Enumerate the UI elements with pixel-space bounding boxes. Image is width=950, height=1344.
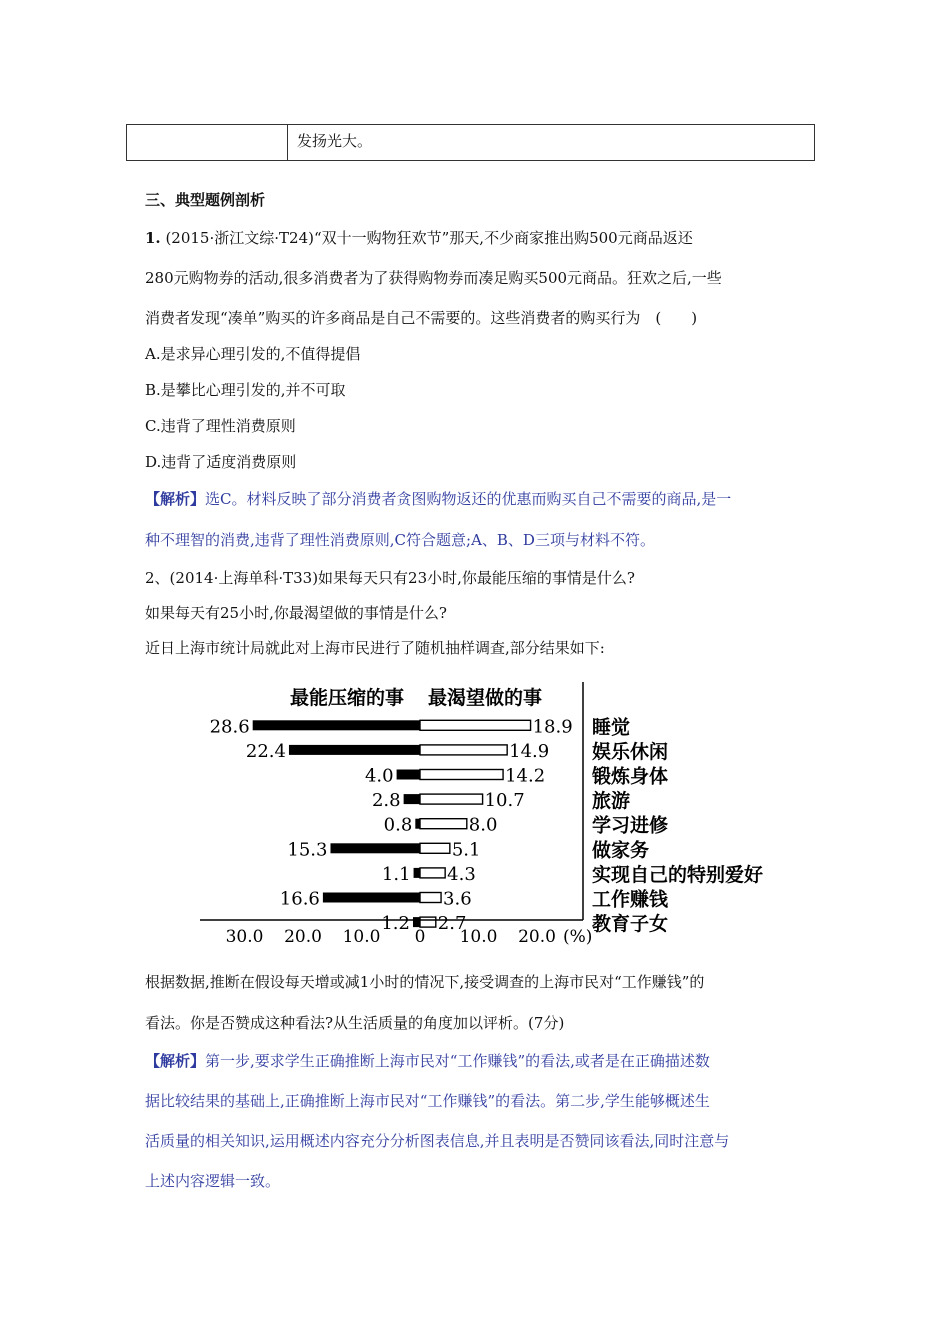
value-label-compress: 2.8 [371, 790, 401, 812]
q2-line2: 如果每天有25小时,你最渴望做的事情是什么? [145, 604, 447, 622]
bar-compress [330, 843, 420, 853]
bar-compress [413, 917, 420, 927]
survey-chart [195, 680, 795, 950]
table-cell-left [127, 125, 288, 160]
value-label-compress: 1.1 [381, 863, 411, 885]
bar-desire [420, 770, 503, 780]
q1-option-a: A.是求异心理引发的,不值得提倡 [145, 345, 361, 363]
category-label: 学习进修 [592, 814, 669, 837]
value-label-compress: 1.2 [381, 913, 410, 935]
value-label-compress: 15.3 [287, 839, 328, 861]
bar-compress [289, 745, 420, 755]
q1-analysis-line1 [145, 489, 731, 509]
q2-analysis-line3: 活质量的相关知识,运用概述内容充分分析图表信息,并且表明是否赞同该看法,同时注意与 [145, 1132, 730, 1150]
series-right-title: 最渴望做的事 [428, 687, 543, 709]
q2-line3: 近日上海市统计局就此对上海市民进行了随机抽样调查,部分结果如下: [145, 639, 605, 657]
value-label-desire: 3.6 [443, 888, 472, 910]
value-label-desire: 14.2 [505, 765, 546, 787]
x-tick-label: 30.0 [225, 927, 264, 947]
value-label-desire: 8.0 [468, 814, 498, 836]
q1-option-d: D.违背了适度消费原则 [145, 453, 297, 471]
value-label-compress: 0.8 [383, 814, 413, 836]
q1-analysis-tag: 【解析】 [145, 490, 206, 508]
bar-desire [420, 868, 445, 878]
bar-desire [420, 893, 441, 903]
top-table [126, 124, 815, 161]
bar-compress [253, 720, 420, 730]
x-tick-label: 10.0 [459, 927, 498, 947]
q1-text-1: (2015·浙江文综·T24)“双十一购物狂欢节”那天,不少商家推出购500元商品返还 [165, 229, 693, 247]
category-label: 锻炼身体 [592, 765, 669, 788]
bar-compress [323, 893, 420, 903]
category-label: 教育子女 [592, 913, 669, 936]
q1-analysis-line2: 种不理智的消费,违背了理性消费原则,C符合题意;A、B、D三项与材料不符。 [145, 531, 655, 549]
value-label-desire: 10.7 [484, 790, 525, 812]
category-label: 实现自己的特别爱好 [592, 863, 764, 886]
x-tick-label: 20.0 [284, 927, 322, 947]
bar-desire [420, 917, 436, 927]
bar-desire [420, 745, 507, 755]
series-left-title: 最能压缩的事 [290, 687, 405, 709]
value-label-compress: 22.4 [245, 740, 286, 762]
x-tick-label: 10.0 [342, 927, 381, 947]
unit-label: (%) [563, 927, 593, 947]
q2-analysis-line1 [145, 1051, 710, 1071]
bar-compress [414, 868, 420, 878]
q2-line1: 2、(2014·上海单科·T33)如果每天只有23小时,你最能压缩的事情是什么? [145, 569, 635, 587]
value-label-compress: 4.0 [364, 765, 394, 787]
value-label-desire: 2.7 [437, 913, 467, 935]
q2-analysis-tag: 【解析】 [145, 1052, 206, 1070]
q1-option-c: C.违背了理性消费原则 [145, 417, 296, 435]
q2-after-line2: 看法。你是否赞成这种看法?从生活质量的角度加以评析。(7分) [145, 1014, 565, 1032]
q1-line2: 280元购物券的活动,很多消费者为了获得购物券而凑足购买500元商品。狂欢之后,一些 [145, 269, 722, 287]
value-label-desire: 18.9 [532, 716, 573, 738]
q2-analysis-line4: 上述内容逻辑一致。 [145, 1172, 281, 1190]
q1-option-b: B.是攀比心理引发的,并不可取 [145, 381, 346, 399]
bar-compress [404, 794, 420, 804]
bar-compress [415, 819, 420, 829]
q2-analysis-line2: 据比较结果的基础上,正确推断上海市民对“工作赚钱”的看法。第二步,学生能够概述生 [145, 1092, 710, 1110]
bar-desire [420, 720, 531, 730]
q1-line1 [145, 228, 693, 248]
q1-analysis-text: 选C。材料反映了部分消费者贪图购物返还的优惠而购买自己不需要的商品,是一 [205, 490, 732, 508]
x-tick-label: 20.0 [518, 927, 556, 947]
bar-desire [420, 819, 467, 829]
bar-desire [420, 794, 483, 804]
value-label-compress: 28.6 [209, 716, 250, 738]
category-label: 娱乐休闲 [592, 740, 669, 763]
value-label-desire: 4.3 [447, 863, 476, 885]
value-label-desire: 14.9 [509, 740, 550, 762]
q2-analysis-text: 第一步,要求学生正确推断上海市民对“工作赚钱”的看法,或者是在正确描述数 [205, 1052, 710, 1070]
q1-line3: 消费者发现“凑单”购买的许多商品是自己不需要的。这些消费者的购买行为 ( ) [145, 309, 698, 327]
bar-compress [397, 770, 420, 780]
q1-number: 1. [145, 229, 161, 247]
q2-after-line1: 根据数据,推断在假设每天增或减1小时的情况下,接受调查的上海市民对“工作赚钱”的 [145, 973, 705, 991]
category-label: 睡觉 [592, 716, 631, 739]
value-label-compress: 16.6 [279, 888, 320, 910]
table-cell-right: 发扬光大。 [297, 132, 373, 150]
x-tick-label: 0 [414, 927, 426, 947]
bar-desire [420, 843, 450, 853]
category-label: 旅游 [592, 790, 631, 813]
value-label-desire: 5.1 [451, 839, 481, 861]
category-label: 工作赚钱 [592, 888, 669, 911]
category-label: 做家务 [592, 839, 650, 862]
section-title: 三、典型题例剖析 [145, 191, 266, 209]
